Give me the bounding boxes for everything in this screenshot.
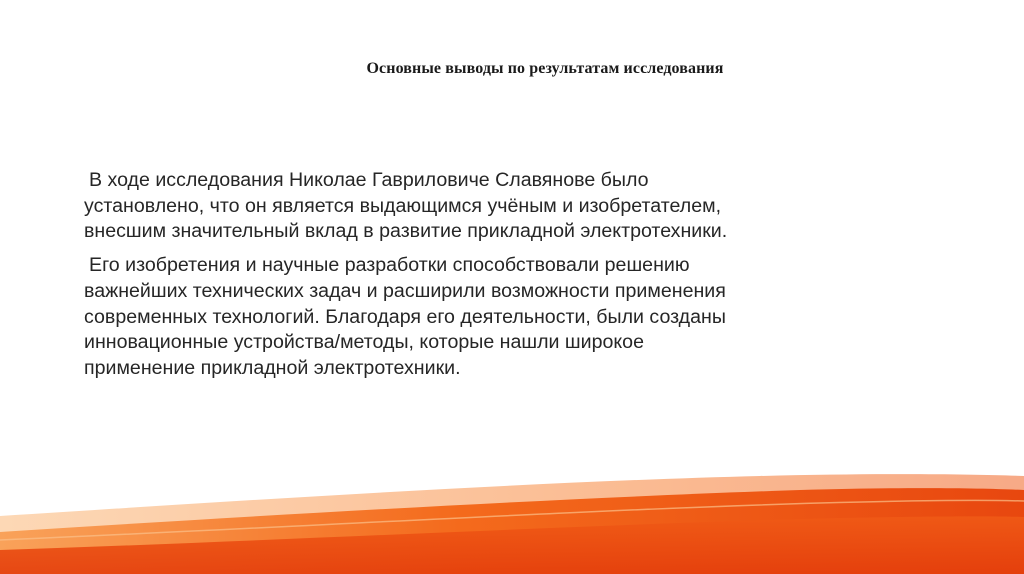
paragraph-conclusion-1: В ходе исследования Николае Гавриловиче Славянове было установлено, что он является выдающимся учёным и изобретателем, внесшим значительный вклад в развитие прикладной электротехники. <box>84 169 728 243</box>
slide-body <box>84 168 964 382</box>
orange-wave-decoration <box>0 454 1024 574</box>
slide-title: Основные выводы по результатам исследования <box>366 60 724 77</box>
paragraph-conclusion-2: Его изобретения и научные разработки способствовали решению важнейших технических задач и расширили возможности применения современных технологий. Благодаря его деятельности, были созданы инновационные устройства/методы, которые нашли широкое применение прикладной электротехники. <box>84 254 726 379</box>
